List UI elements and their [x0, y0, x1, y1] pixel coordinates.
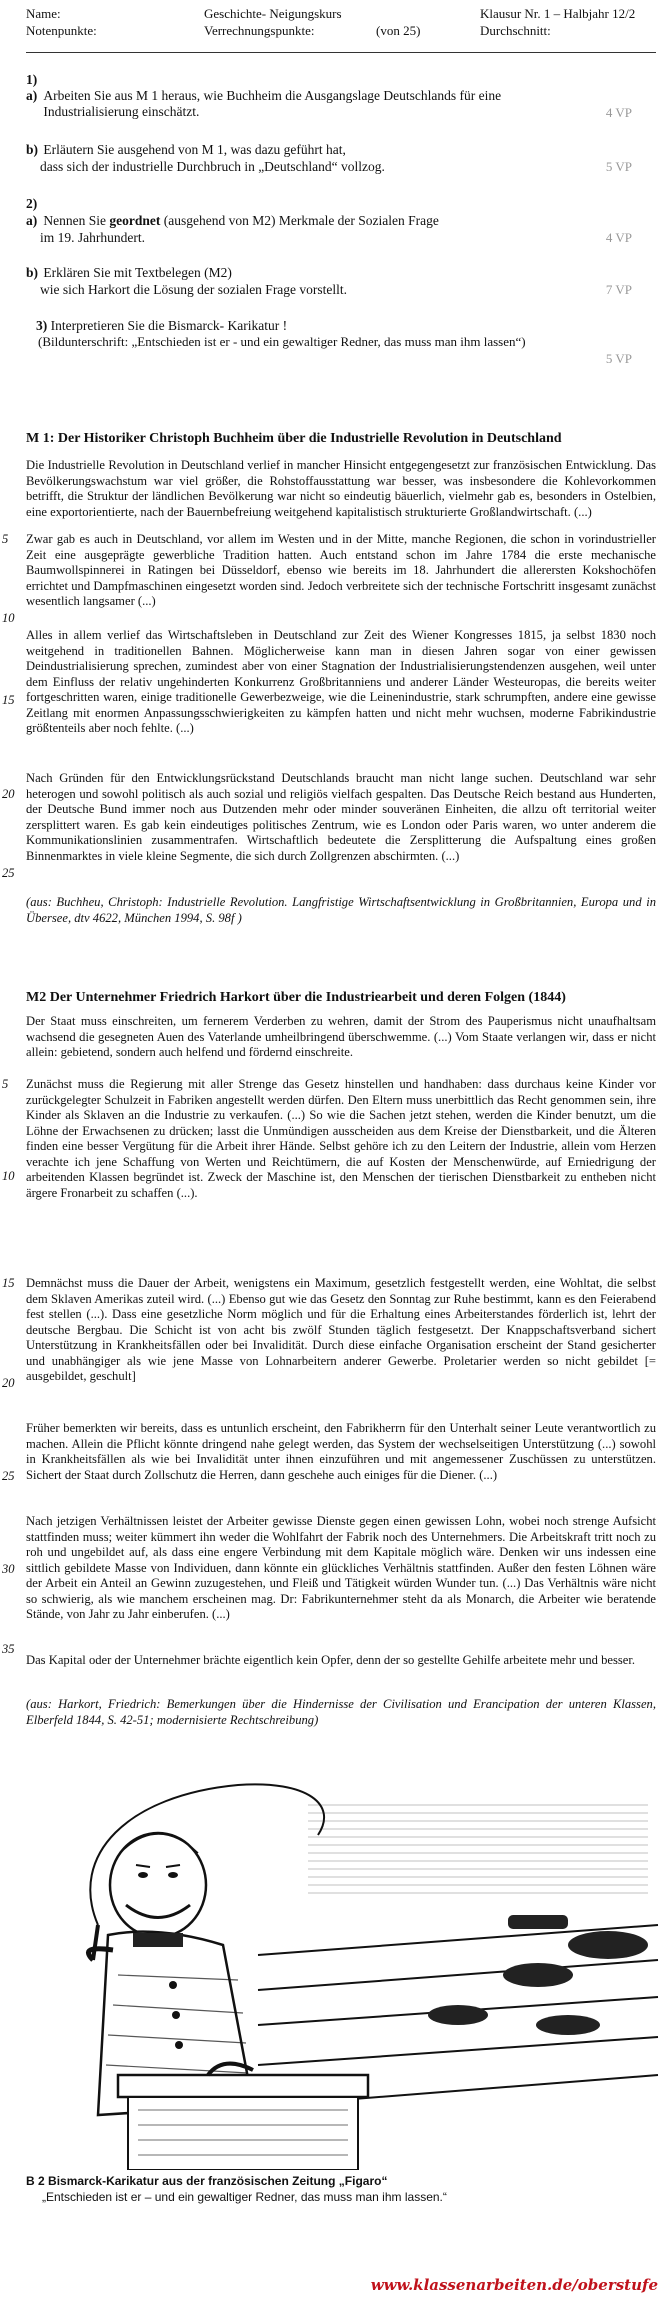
caption-label: B 2 — [26, 2174, 45, 2188]
task-2a-label: a) — [26, 213, 38, 228]
task-1b-line-2: dass sich der industrielle Durchbruch in „Deutschland“ vollzog. — [40, 159, 385, 174]
m2-line-number: 30 — [2, 1562, 15, 1576]
m2-paragraph-1: Der Staat muss einschreiten, um fernerem Verderben zu wehren, damit der Strom des Pauperismus nicht unaufhaltsam wachsend die gesegneten Auen des Vaterlande umheilbringend überschwemme. (...) Vom Staate verlangen wir, dass er nicht allein: gebietend, sondern auch helfend und fördernd einschreite. — [26, 1014, 656, 1059]
m1-paragraph-1: Die Industrielle Revolution in Deutschland verlief in mancher Hinsicht entgegengesetzt zur französischen Entwicklung. Das Bevölkerungswachstum war viel größer, die Rohstoffausstattung war besser, was insbesondere die Kohlevorkommen betrifft, die Struktur der ländlichen Bevölkerung war nicht so eindeutig bäuerlich, vielmehr gab es, besonders in Ostelbien, eine exportorientierte, nach der Bauernbefreiung weitgehend kapitalistisch strukturierte Großlandwirtschaft. (...) — [26, 458, 656, 519]
m1-line-number: 10 — [2, 611, 15, 625]
task-2a-points: 4 VP — [605, 230, 632, 245]
m1-line-number: 20 — [2, 787, 15, 801]
task-2a-post: (ausgehend von M2) Merkmale der Sozialen Frage — [160, 213, 439, 228]
header-row-1 — [26, 6, 656, 23]
task-3-points: 5 VP — [605, 351, 632, 366]
grade-points-label: Notenpunkte: — [26, 23, 97, 38]
task-2a-line-2: im 19. Jahrhundert. — [40, 230, 145, 245]
course-label: Geschichte- Neigungskurs — [204, 6, 342, 21]
m2-source: (aus: Harkort, Friedrich: Bemerkungen über die Hindernisse der Civilisation und Erancipation der unteren Klassen, Elberfeld 1844, S. 42-51; modernisierte Rechtschreibung) — [26, 1697, 656, 1727]
task-2b — [26, 265, 656, 281]
task-3 — [36, 318, 646, 334]
m1-line-number: 5 — [2, 532, 9, 546]
task-1-number: 1) — [26, 72, 38, 87]
m2-paragraph-3: Demnächst muss die Dauer der Arbeit, wenigstens ein Maximum, gesetzlich festgestellt werden, eine Wohltat, die selbst dem Sklaven Amerikas zuteil wird. (...) Ebenso gut wie das Gesetz den Sonntag zur Ruhe bestimmt, kann es den Feierabend fest stellen (...). Dass eine gesetzliche Norm möglich und für die Erhaltung eines Arbeiterstandes förderlich ist, lehrt der deutsche Bergbau. Die Schicht ist von acht bis zwölf Stunden täglich festgesetzt. Der Knappschaftsverband sichert Unterstützung in Krankheitsfällen oder bei Invalidität. Durch diese einfache Organisation erscheint der Stand gesicherter und unabhängiger als wie jene Masse von Lohnarbeitern anderer Gewerbe. Proletarier werden so nicht gebildet [= ausgebildet, geschult] — [26, 1276, 656, 1383]
task-2b-line-1: Erklären Sie mit Textbelegen (M2) — [43, 265, 232, 280]
task-2a-emphasis: geordnet — [109, 213, 161, 228]
average-label: Durchschnitt: — [480, 23, 551, 38]
m1-title: M 1: Der Historiker Christoph Buchheim über die Industrielle Revolution in Deutschland — [26, 431, 562, 446]
task-2b-label: b) — [26, 265, 39, 280]
task-1b — [26, 142, 656, 158]
m2-line-number: 25 — [2, 1469, 15, 1483]
task-3-line-1: Interpretieren Sie die Bismarck- Karikatur ! — [50, 318, 288, 333]
calc-points-label: Verrechnungspunkte: — [204, 23, 315, 38]
header-divider — [26, 52, 656, 53]
m1-source: (aus: Buchheu, Christoph: Industrielle Revolution. Langfristige Wirtschaftsentwicklung in Großbritannien, Europa und in Übersee, dtv 4622, München 1994, S. 98f ) — [26, 895, 656, 925]
name-label: Name: — [26, 6, 61, 21]
exam-header — [26, 6, 656, 40]
m2-line-number: 20 — [2, 1376, 15, 1390]
header-row-2 — [26, 23, 656, 40]
m2-paragraph-2: Zunächst muss die Regierung mit aller Strenge das Gesetz hinstellen und handhaben: dass durchaus keine Kinder vor zurückgelegter Schulzeit in Fabriken angestellt werden dürfen. Den Eltern muss unerbittlich das Recht genommen sein, ihre Kinder als Sklaven an die Industrie zu verkaufen. (...) So wie die Sachen jetzt stehen, werden die Kinder benutzt, um die Löhne der Erwachsenen zu drücken; lasst die Unmündigen ausscheiden aus dem Kreise der Dienstbarkeit, und die Älteren finden eine besser Vergütung für die Arbeit ihrer Hände. Selbst gehöre ich zu den Leitern der Industrie, allein vom Herzen verachte ich jene Schaffung von Werten und Reichtümern, die auf Kosten der Menschenwürde, auf Erniedrigung der arbeitenden Klassen begründet ist. Zweck der Maschine ist, den Menschen der tierischen Dienstbarkeit zu entheben nicht ärgere Fronarbeit zu schaffen (...). — [26, 1077, 656, 1200]
task-1b-line-1: Erläutern Sie ausgehend von M 1, was dazu geführt hat, — [43, 142, 346, 157]
m2-line-number: 35 — [2, 1642, 15, 1656]
task-2a-line-1 — [43, 213, 439, 229]
m2-title: M2 Der Unternehmer Friedrich Harkort über die Industriearbeit und deren Folgen (1844) — [26, 990, 566, 1005]
m1-paragraph-4: Nach Gründen für den Entwicklungsrückstand Deutschlands braucht man nicht lange suchen. Deutschland war sehr heterogen und sowohl politisch als auch sozial und religiös vielfach gespalten. Das Deutsche Reich bestand aus Hunderten, der Deutsche Bund immer noch aus Dutzenden mehr oder minder souveränen Einheiten, die allzu oft territorial weiter zersplittert waren. Es gab kein eindeutiges politisches Zentrum, wie es London oder Paris waren, wo unter anderem die Kommunikationslinien zusammentrafen. Wirtschaftlich bedeutete die Zersplitterung die Aufspaltung eines großen Binnenmarktes in viele kleine Segmente, die sich durch Zollgrenzen abschirmten. (...) — [26, 771, 656, 863]
task-2a — [26, 213, 656, 229]
m1-line-number: 15 — [2, 693, 15, 707]
task-1a-points: 4 VP — [605, 105, 632, 120]
m2-paragraph-5: Nach jetzigen Verhältnissen leistet der Arbeiter gewisse Dienste gegen einen gewissen Lohn, wobei noch strenge Aufsicht stattfinden muss; weiter kümmert ihn weder die Wohlfahrt der Fabrik noch des Unternehmers. Die Arbeitskraft tritt noch zu roh und ungebildet auf, als dass eine engere Verbindung mit dem Kapitale möglich wäre. Denken wir uns indessen eine sittlich gebildete Masse von Individuen, dann könnte ein glückliches Verhältnis stattfinden. Außer den festen Löhnen wäre der Arbeit ein Anteil an Gewinn zuzugestehen, und Fleiß und Tätigkeit würden Wunder tun. (...) Das Verhältnis wäre nicht so schwierig, als wie manchem erscheinen mag. Dr: Fabrikunternehmer steht da als Monarch, die Arbeiter wie beratende Stände, von Jahr zu Jahr einberufen. (...) — [26, 1514, 656, 1621]
m2-paragraph-4: Früher bemerkten wir bereits, dass es untunlich erscheint, den Fabrikherrn für den Unterhalt seiner Leute verantwortlich zu machen. Allein die Pflicht könnte dringend nahe gelegt werden, das System der wechselseitigen Unterstützung (...) sowohl in Krankheitsfällen als wie bei Invalidität unter ihnen einzuführen und mit angemessener Zuschüssen zu unterstützen. Sichert der Staat durch Zollschutz die Herren, dann geschehe auch einiges für die Diener. (...) — [26, 1421, 656, 1482]
task-2b-points: 7 VP — [605, 282, 632, 297]
caption-title: Bismarck-Karikatur aus der französischen Zeitung „Figaro“ — [48, 2174, 388, 2188]
task-1a — [26, 88, 656, 120]
max-points-label: (von 25) — [376, 23, 421, 38]
task-2-number: 2) — [26, 196, 38, 211]
website-footer: www.klassenarbeiten.de/oberstufe — [370, 2276, 658, 2294]
exam-title: Klausur Nr. 1 – Halbjahr 12/2 — [480, 6, 636, 21]
header-blank — [376, 6, 480, 23]
task-3-number: 3) — [36, 318, 48, 333]
bismarck-cartoon-image — [8, 1775, 660, 2170]
m2-line-number: 10 — [2, 1169, 15, 1183]
m1-line-number: 25 — [2, 866, 15, 880]
m2-line-number: 15 — [2, 1276, 15, 1290]
task-2b-line-2: wie sich Harkort die Lösung der sozialen Frage vorstellt. — [40, 282, 348, 297]
m2-line-number: 5 — [2, 1077, 9, 1091]
task-1a-label: a) — [26, 88, 38, 103]
task-3-line-2: (Bildunterschrift: „Entschieden ist er - und ein gewaltiger Redner, das muss man ihm lassen“) — [38, 334, 526, 349]
m2-paragraph-6: Das Kapital oder der Unternehmer brächte eigentlich kein Opfer, denn der so gestellte Gehilfe arbeitete mehr und besser. — [26, 1653, 636, 1667]
task-1b-label: b) — [26, 142, 39, 157]
task-2a-pre: Nennen Sie — [43, 213, 110, 228]
m1-paragraph-3: Alles in allem verlief das Wirtschaftsleben in Deutschland zur Zeit des Wiener Kongresses 1815, ja selbst 1830 noch weitgehend in traditionellen Bahnen. Möglicherweise kann man in diesen Jahren sogar von einer gewissen Deindustrialisierung sprechen, zumindest aber von einer Stagnation der Industrialisierungstendenzen ausgehen, weil unter dem Einfluss der relativ ungehinderten Konkurrenz Großbritanniens und anderer Länder Westeuropas, die bereits weiter fortgeschritten waren, einige traditionelle Gewerbezweige, wie die Leinenindustrie, stark schrumpften, andere eine gewisse Zeitlang mit enormen Anpassungsschwierigkeiten zu kämpfen hatten und nicht mehr wuchsen, moderne Fabrikindustrie größtenteils aber noch fehlte. (...) — [26, 628, 656, 735]
m1-paragraph-2: Zwar gab es auch in Deutschland, vor allem im Westen und in der Mitte, manche Regionen, die schon in vorindustrieller Zeit eine ausgeprägte gewerbliche Tradition hatten. Auch entstand schon im Jahre 1784 die erste mechanische Baumwollspinnerei in Ratingen bei Düsseldorf, ebenso wie bereits im 18. Jahrhundert die allerersten Kokshochöfen errichtet und Dampfmaschinen eingesetzt worden sind. Jedoch verbreitete sich der technische Fortschritt insgesamt zunächst wesentlich langsamer (...) — [26, 532, 656, 608]
caption-quote: „Entschieden ist er – und ein gewaltiger Redner, das muss man ihm lassen.“ — [42, 2190, 447, 2204]
cartoon-caption — [26, 2174, 387, 2188]
task-1b-points: 5 VP — [605, 159, 632, 174]
task-1a-text: Arbeiten Sie aus M 1 heraus, wie Buchheim die Ausgangslage Deutschlands für eine Industrialisierung einschätzt. — [43, 88, 502, 120]
